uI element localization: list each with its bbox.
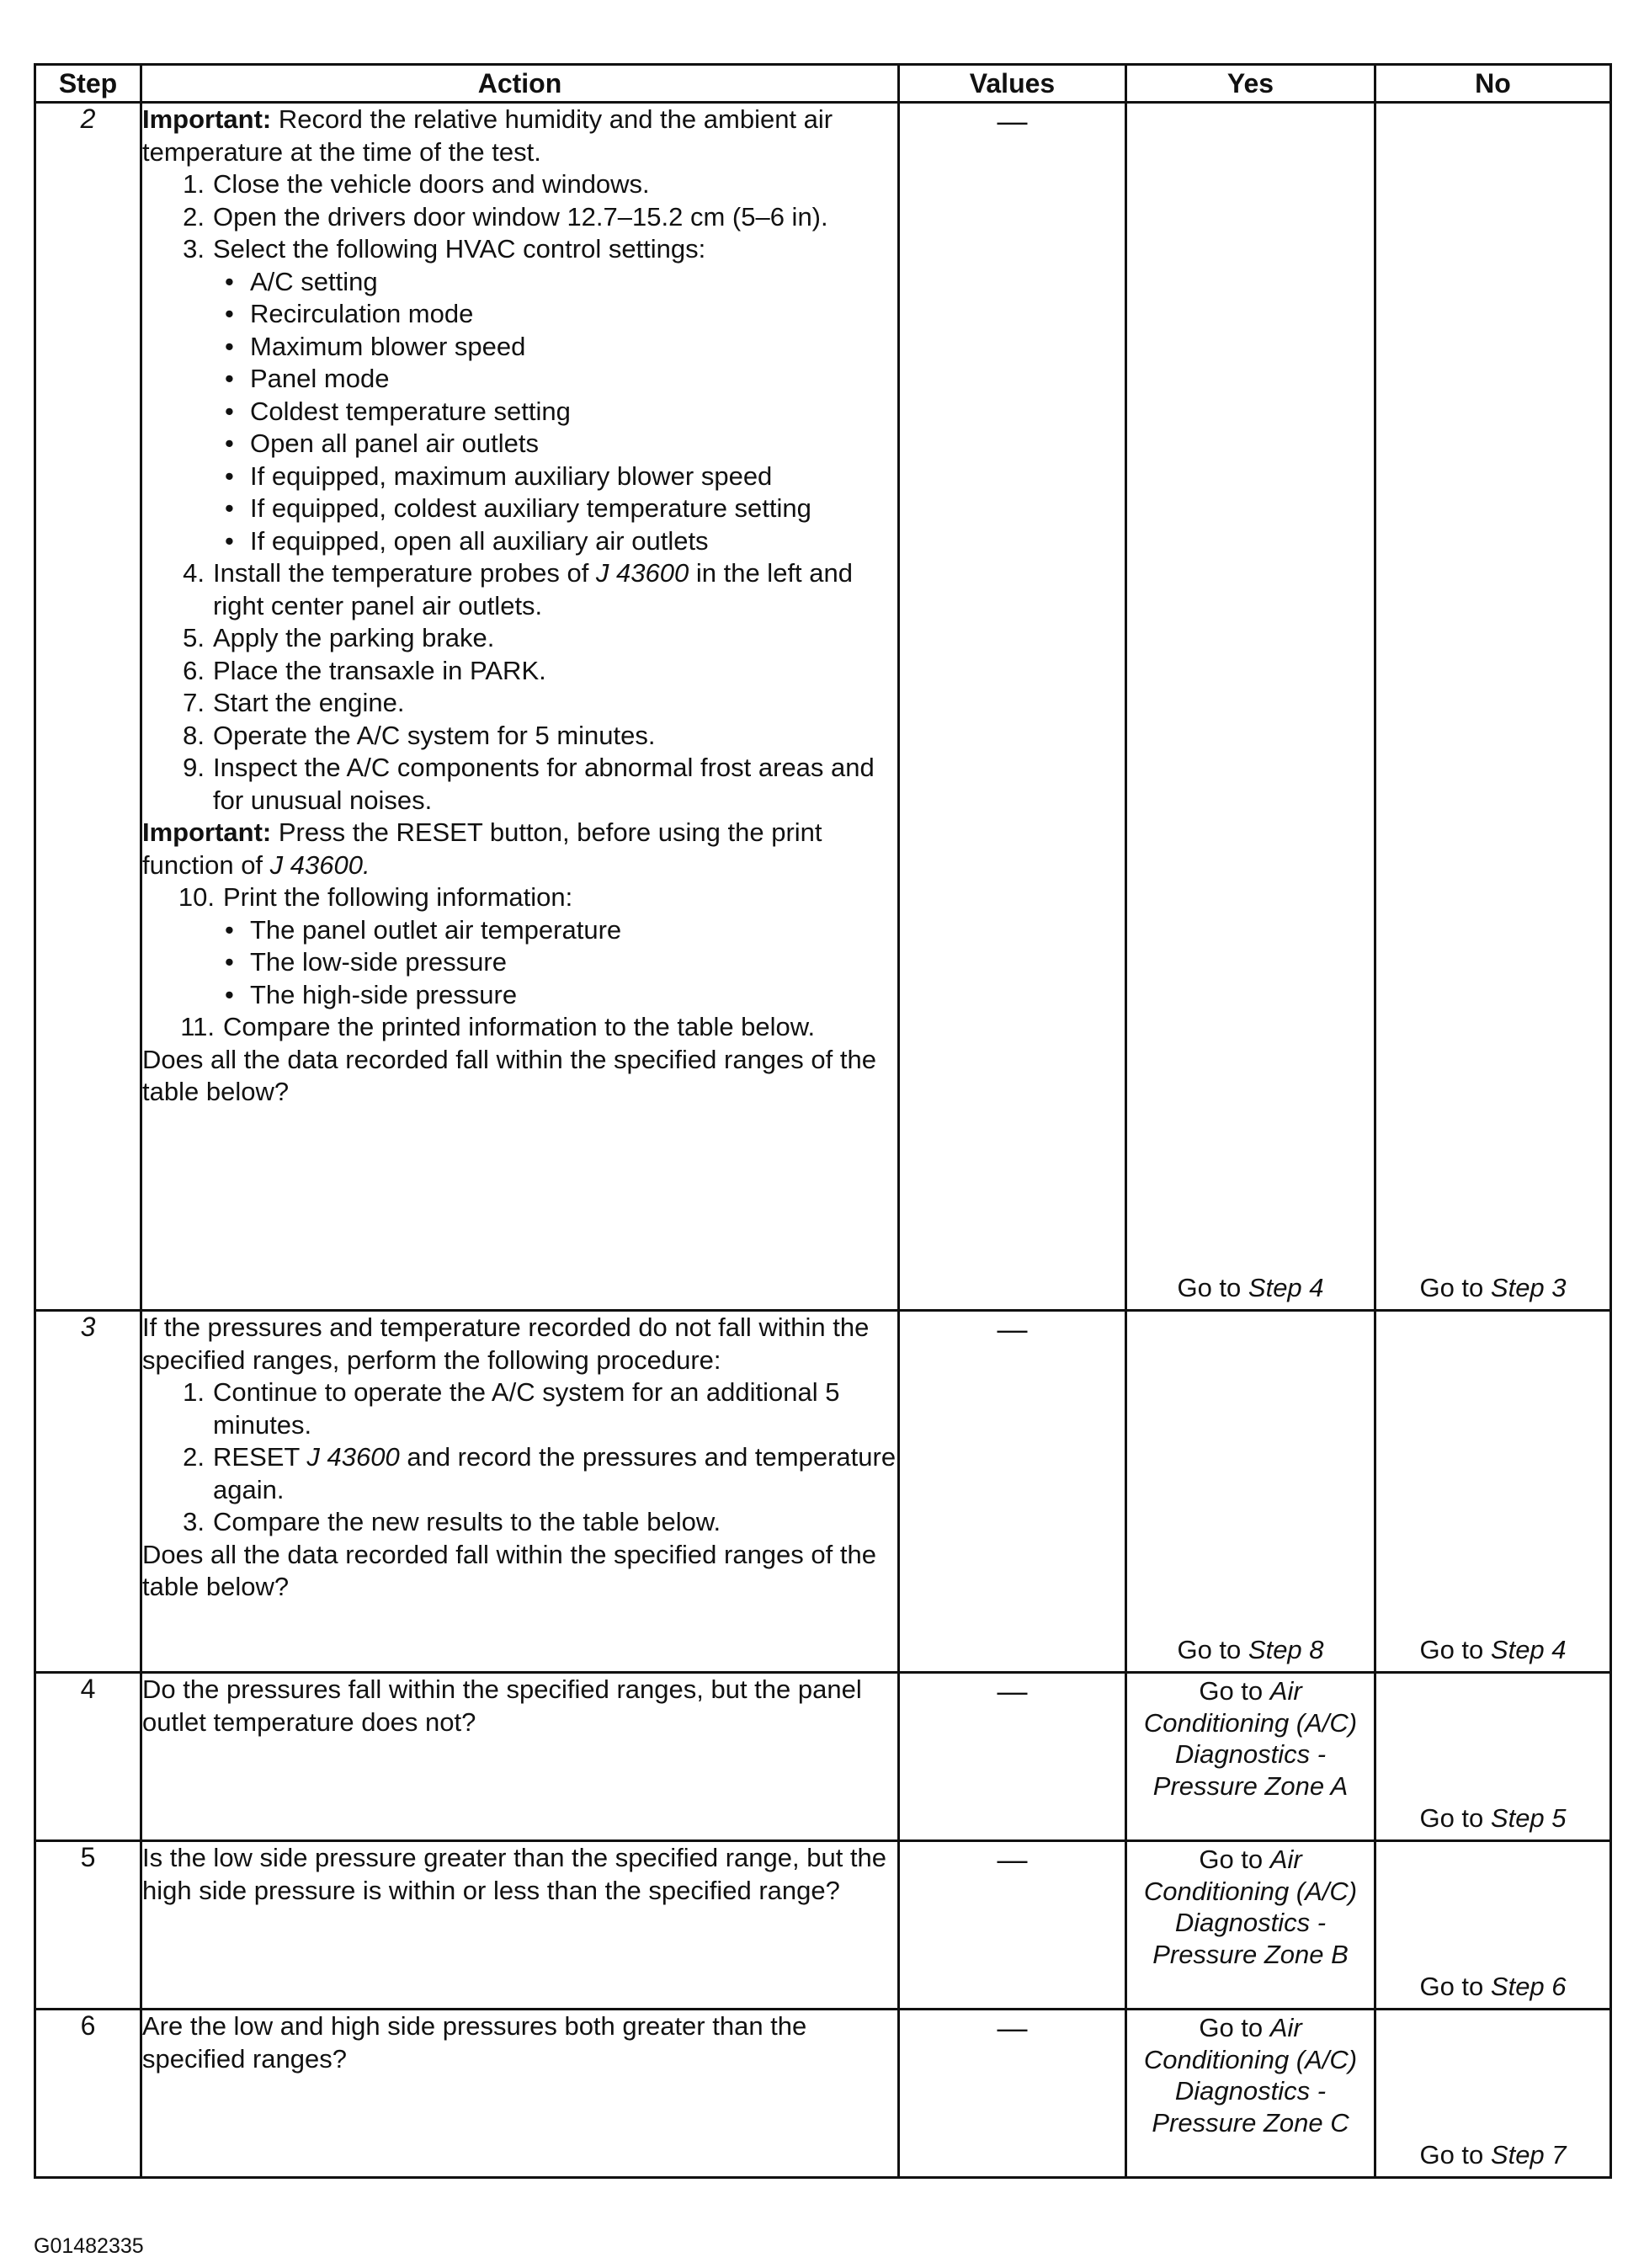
list-item: 5. Apply the parking brake.: [183, 623, 495, 652]
bullet-item: • If equipped, maximum auxiliary blower speed: [225, 461, 773, 491]
bullet-item: • Open all panel air outlets: [225, 429, 539, 458]
header-values: Values: [899, 65, 1126, 103]
list-item: 11. Compare the printed information to the table below.: [180, 1012, 816, 1041]
no-cell: [1375, 2010, 1611, 2178]
list-item: 3. Select the following HVAC control settings:: [183, 234, 706, 264]
no-goto: Go to Step 3: [1419, 1273, 1567, 1302]
question-text: Does all the data recorded fall within the specified ranges of the table below?: [142, 1044, 876, 1106]
important-note: Important: Record the relative humidity and the ambient air temperature at the time of the test.: [142, 104, 833, 167]
step-number: 4: [35, 1673, 141, 1841]
question-text: Is the low side pressure greater than the specified range, but the high side pressure is within or less than the specified range?: [142, 1843, 887, 1905]
table-row: [35, 2010, 1611, 2178]
bullet-item: • A/C setting: [225, 266, 378, 296]
bullet-item: • Coldest temperature setting: [225, 396, 571, 426]
yes-goto: Go to Step 8: [1177, 1635, 1324, 1664]
values-cell: —: [899, 103, 1126, 1311]
no-goto: Go to Step 4: [1419, 1635, 1567, 1664]
list-item: 10. Print the following information:: [178, 882, 573, 912]
yes-goto: Go to Step 4: [1177, 1273, 1324, 1302]
list-item: 2. Open the drivers door window 12.7–15.2 cm (5–6 in).: [183, 201, 828, 232]
yes-goto: Go to Air Conditioning (A/C) Diagnostics - Pressure Zone C: [1143, 2013, 1358, 2138]
no-cell: [1375, 103, 1611, 1311]
intro-text: If the pressures and temperature recorded do not fall within the specified ranges, perform the following procedure:: [142, 1312, 870, 1375]
step-number: 5: [35, 1841, 141, 2010]
header-yes: Yes: [1126, 65, 1375, 103]
question-text: Do the pressures fall within the specified ranges, but the panel outlet temperature does not?: [142, 1674, 862, 1737]
action-cell: [141, 1673, 899, 1841]
list-item: 1. Continue to operate the A/C system for an additional 5 minutes.: [183, 1377, 840, 1440]
bullet-item: • If equipped, open all auxiliary air outlets: [225, 525, 709, 556]
no-cell: [1375, 1311, 1611, 1673]
step-number: 3: [35, 1311, 141, 1673]
header-row: [35, 65, 1611, 103]
list-item: 7. Start the engine.: [183, 688, 405, 717]
values-cell: —: [899, 1673, 1126, 1841]
list-item: 6. Place the transaxle in PARK.: [183, 655, 546, 685]
values-cell: —: [899, 2010, 1126, 2178]
values-cell: —: [899, 1311, 1126, 1673]
no-goto: Go to Step 5: [1419, 1803, 1567, 1833]
question-text: Does all the data recorded fall within the specified ranges of the table below?: [142, 1539, 876, 1601]
list-item: 3. Compare the new results to the table below.: [183, 1507, 721, 1536]
yes-goto: Go to Air Conditioning (A/C) Diagnostics - Pressure Zone B: [1143, 1845, 1358, 1969]
yes-cell: [1126, 2010, 1375, 2178]
table-row: [35, 1311, 1611, 1673]
no-goto: Go to Step 7: [1419, 2140, 1567, 2170]
bullet-item: • Panel mode: [225, 364, 390, 393]
bullet-item: • If equipped, coldest auxiliary temperature setting: [225, 493, 811, 523]
table-row: [35, 103, 1611, 1311]
action-cell: [141, 1841, 899, 2010]
values-cell: —: [899, 1841, 1126, 2010]
step-number: 6: [35, 2010, 141, 2178]
bullet-item: • The high-side pressure: [225, 979, 518, 1009]
header-action: Action: [141, 65, 899, 103]
diagnostic-table: [34, 63, 1612, 2179]
yes-cell: [1126, 1311, 1375, 1673]
important-note: Important: Press the RESET button, before using the print function of J 43600.: [142, 817, 822, 880]
yes-goto: Go to Air Conditioning (A/C) Diagnostics - Pressure Zone A: [1143, 1676, 1358, 1801]
list-item: 2. RESET J 43600 and record the pressures and temperature again.: [183, 1442, 896, 1504]
header-no: No: [1375, 65, 1611, 103]
bullet-item: • The panel outlet air temperature: [225, 914, 622, 945]
list-item: 9. Inspect the A/C components for abnormal frost areas and for unusual noises.: [183, 753, 875, 815]
question-text: Are the low and high side pressures both greater than the specified ranges?: [142, 2011, 807, 2074]
figure-code: G01482335: [34, 2234, 144, 2258]
list-item: 1. Close the vehicle doors and windows.: [183, 169, 650, 199]
list-item: 4. Install the temperature probes of J 43600 in the left and right center panel air outlets.: [183, 558, 853, 620]
action-cell: [141, 103, 899, 1311]
bullet-item: • The low-side pressure: [225, 947, 507, 977]
no-cell: [1375, 1841, 1611, 2010]
action-cell: [141, 2010, 899, 2178]
no-cell: [1375, 1673, 1611, 1841]
yes-cell: [1126, 1841, 1375, 2010]
step-number: 2: [35, 103, 141, 1311]
action-cell: [141, 1311, 899, 1673]
header-step: Step: [35, 65, 141, 103]
yes-cell: [1126, 103, 1375, 1311]
bullet-item: • Maximum blower speed: [225, 331, 526, 361]
yes-cell: [1126, 1673, 1375, 1841]
no-goto: Go to Step 6: [1419, 1972, 1567, 2001]
list-item: 8. Operate the A/C system for 5 minutes.: [183, 720, 656, 750]
table-row: [35, 1841, 1611, 2010]
bullet-item: • Recirculation mode: [225, 299, 474, 328]
table-row: [35, 1673, 1611, 1841]
